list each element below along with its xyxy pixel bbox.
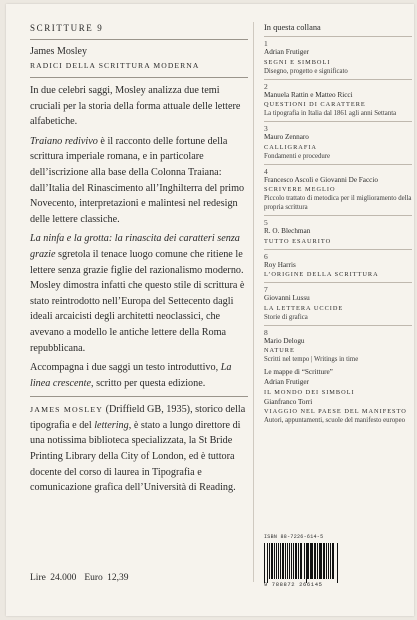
barcode-bar xyxy=(320,543,321,579)
entry-author: Adrian Frutiger xyxy=(264,48,309,56)
column-divider xyxy=(253,22,254,582)
bio-name: JAMES MOSLEY xyxy=(30,405,104,415)
barcode-bar xyxy=(311,543,313,579)
entry-rule xyxy=(264,215,412,216)
barcode-bar xyxy=(266,543,267,579)
entry-author: Francesco Ascoli e Giovanni De Faccio xyxy=(264,175,378,184)
bio-italic: lettering xyxy=(94,419,129,431)
essay-title-2: La ninfa e la grotta: la rinascita dei caratteri senza grazie xyxy=(30,233,240,260)
bio-rule xyxy=(30,396,248,397)
book-title: RADICI DELLA SCRITTURA MODERNA xyxy=(30,61,200,70)
entry-author: Giovanni Lussu xyxy=(264,294,310,302)
entry-subtitle: La tipografia in Italia dal 1861 agli anni Settanta xyxy=(264,110,397,117)
barcode-bar xyxy=(323,543,324,579)
barcode-bar xyxy=(274,543,276,579)
barcode-bar xyxy=(285,543,286,579)
mappe-author: Adrian Frutiger xyxy=(264,378,309,386)
barcode-bar xyxy=(264,543,265,583)
barcode-bar xyxy=(300,543,301,579)
description-paragraph-3 xyxy=(30,231,248,278)
mappe-item xyxy=(264,378,412,397)
author-bio xyxy=(30,402,248,496)
entry-number: 3 xyxy=(264,124,268,133)
entry-author: Mario Delogu xyxy=(264,336,305,345)
barcode-bar xyxy=(315,543,316,579)
book-back-cover xyxy=(6,4,414,616)
barcode-bar xyxy=(269,543,270,579)
series-list-item xyxy=(264,285,412,322)
barcode-bar xyxy=(280,543,281,579)
intro-title: La linea crescente xyxy=(30,362,232,389)
mappe-item xyxy=(264,398,412,426)
barcode-bar xyxy=(335,543,336,583)
description-paragraph-4 xyxy=(30,278,248,356)
entry-number: 7 xyxy=(264,285,268,294)
barcode-bar xyxy=(282,543,283,579)
entry-title: L’ORIGINE DELLA SCRITTURA xyxy=(264,271,379,278)
series-list-rule xyxy=(264,36,412,37)
description-paragraph-2 xyxy=(30,134,248,228)
p2-text: è il racconto delle fortune della scrittura imperiale romana, e in particolare dell’iscrizione alla base della Colonna Traiana: dall’Italia del Rinascimento all’Inghilterra del primo Novecento, interpretazioni e malintesi nel redesign delle lettere classiche. xyxy=(30,135,245,225)
barcode-bar xyxy=(307,543,308,579)
entry-subtitle: Scritti nel tempo | Writings in time xyxy=(264,356,359,363)
barcode-bar xyxy=(287,543,289,579)
barcode-bar xyxy=(291,543,292,579)
barcode-bar xyxy=(310,543,311,579)
entry-author: Manuela Rattin e Matteo Ricci xyxy=(264,90,353,99)
entry-author: R. O. Blechman xyxy=(264,227,311,235)
mappe-list xyxy=(264,378,412,425)
barcode-bars xyxy=(264,543,338,583)
author-name: James Mosley xyxy=(30,46,87,57)
barcode-bar xyxy=(283,543,284,579)
barcode-bar xyxy=(306,543,307,583)
p4-text: Mosley dimostra infatti che questo stile di scrittura è stato reintrodotto nell’Europa del Settecento dagli ideali arcaicisti degli architetti neoclassici, che avevano a modello le antiche lettere della Roma repubblicana. xyxy=(30,280,245,354)
p1-text: In due celebri saggi, Mosley analizza due temi cruciali per la storia della forma attuale delle lettere alfabetiche. xyxy=(30,85,241,128)
barcode-bar xyxy=(330,543,331,579)
entry-rule xyxy=(264,282,412,283)
entry-number: 1 xyxy=(264,39,268,48)
series-list-item xyxy=(264,328,412,365)
p5-text-b: , scritto per questa edizione. xyxy=(91,377,206,389)
title-rule xyxy=(30,77,248,78)
barcode-bar xyxy=(276,543,277,579)
entry-subtitle: Disegno, progetto e significato xyxy=(264,67,348,75)
barcode-bar xyxy=(314,543,315,579)
series-list-item xyxy=(264,124,412,161)
p3-text: sgretola il tenace luogo comune che ritiene le lettere senza grazie figlie del razionalismo moderno. xyxy=(30,248,244,276)
mappe-label: Le mappe di “Scritture” xyxy=(264,368,333,376)
bio-text-a: (Driffield GB, 1935), storico della tipografia e del xyxy=(30,404,246,431)
entry-title: SEGNI E SIMBOLI xyxy=(264,58,331,66)
series-list-item xyxy=(264,218,412,246)
entry-rule xyxy=(264,164,412,165)
barcode-bar xyxy=(293,543,294,579)
entry-rule xyxy=(264,79,412,80)
mappe-subtitle: Autori, appuntamenti, scuole del manifesto europeo xyxy=(264,417,405,424)
barcode-bar xyxy=(333,543,334,579)
barcode-bar xyxy=(278,543,279,579)
price-euro: Euro 12,39 xyxy=(84,573,129,583)
entry-title: QUESTIONI DI CARATTERE xyxy=(264,101,366,108)
barcode-bar xyxy=(304,543,305,579)
essay-title-1: Traiano redivivo xyxy=(30,135,98,147)
barcode-bar xyxy=(301,543,302,579)
barcode-bar xyxy=(295,543,296,579)
entry-title: TUTTO ESAURITO xyxy=(264,237,332,245)
barcode-bar xyxy=(303,543,304,583)
ean-text: 9 788872 266145 xyxy=(264,581,323,588)
barcode-bar xyxy=(289,543,290,579)
p5-text-a: Accompagna i due saggi un testo introduttivo, xyxy=(30,362,221,374)
mappe-title: VIAGGIO NEL PAESE DEL MANIFESTO xyxy=(264,408,407,415)
entry-rule xyxy=(264,325,412,326)
entry-subtitle: Storie di grafica xyxy=(264,313,308,321)
description-paragraph-5 xyxy=(30,360,248,391)
barcode-bar xyxy=(298,543,299,579)
barcode-bar xyxy=(328,543,329,579)
entry-rule xyxy=(264,249,412,250)
barcode xyxy=(264,534,338,590)
entry-number: 6 xyxy=(264,251,268,261)
entry-title: NATURE xyxy=(264,347,295,354)
left-column xyxy=(30,22,248,496)
series-label: SCRITTURE 9 xyxy=(30,23,104,33)
barcode-bar xyxy=(319,543,320,579)
barcode-bar xyxy=(296,543,297,579)
mappe-author: Gianfranco Torri xyxy=(264,397,313,406)
series-list-item xyxy=(264,252,412,280)
description-paragraph-1 xyxy=(30,83,248,130)
header-rule xyxy=(30,39,248,40)
price xyxy=(30,573,129,583)
right-column xyxy=(264,22,412,425)
entry-number: 8 xyxy=(264,327,268,337)
entry-number: 2 xyxy=(264,81,268,91)
series-list-title: In questa collana xyxy=(264,23,321,32)
entry-title: CALLIGRAFIA xyxy=(264,143,317,151)
barcode-bar xyxy=(332,543,333,579)
barcode-bar xyxy=(267,543,268,583)
barcode-bar xyxy=(271,543,272,579)
isbn-text: ISBN 88-7226-614-5 xyxy=(264,534,324,540)
entry-subtitle: Fondamenti e procedure xyxy=(264,152,331,160)
entry-title: SCRIVERE MEGLIO xyxy=(264,186,336,193)
entry-number: 4 xyxy=(264,166,268,176)
barcode-bar xyxy=(324,543,325,579)
entry-number: 5 xyxy=(264,218,268,227)
barcode-bar xyxy=(337,543,338,583)
barcode-bar xyxy=(326,543,328,579)
barcode-bar xyxy=(272,543,273,579)
series-list-item xyxy=(264,39,412,76)
entry-title: LA LETTERA UCCIDE xyxy=(264,304,344,312)
series-list-item xyxy=(264,167,412,213)
entry-subtitle: Piccolo trattato di metodica per il miglioramento della propria scrittura xyxy=(264,195,412,211)
series-list-item xyxy=(264,82,412,119)
entry-author: Roy Harris xyxy=(264,260,296,269)
barcode-bar xyxy=(317,543,318,579)
mappe-title: IL MONDO DEI SIMBOLI xyxy=(264,388,355,396)
entry-rule xyxy=(264,121,412,122)
price-lire: Lire 24.000 xyxy=(30,573,77,583)
bio-text-b: , è stato a lungo direttore di una notissima biblioteca specializzata, la St Bride Printing Library della City of London, ed è tuttora docente del corso di laurea in Tipografia e comunicazione grafica dell’Università di Reading. xyxy=(30,419,241,494)
series-list xyxy=(264,39,412,364)
entry-author: Mauro Zennaro xyxy=(264,133,309,141)
